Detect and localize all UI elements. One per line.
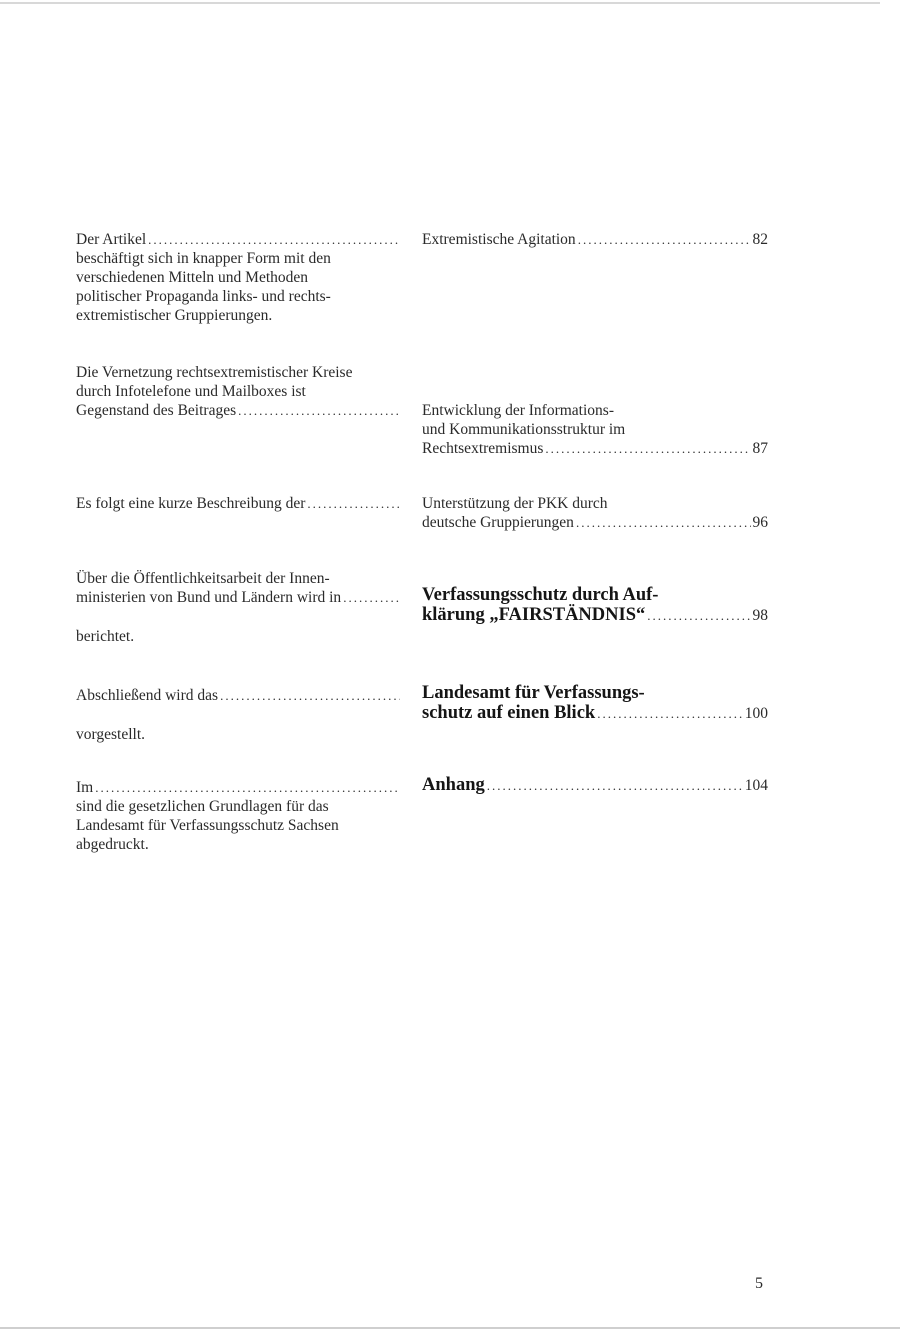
page-number: 100 bbox=[744, 705, 768, 722]
title-text[interactable]: Anhang bbox=[422, 775, 485, 795]
description-line: politischer Propaganda links- und rechts- bbox=[76, 288, 331, 305]
description-line: verschiedenen Mitteln und Methoden bbox=[76, 269, 309, 286]
entry-description bbox=[76, 494, 402, 513]
entry-title[interactable] bbox=[422, 585, 768, 627]
description-line: Landesamt für Verfassungsschutz Sachsen bbox=[76, 817, 339, 834]
description-line-with-leader bbox=[76, 588, 402, 607]
entry-description bbox=[76, 363, 402, 420]
dot-leader bbox=[647, 606, 750, 625]
title-line-with-page[interactable] bbox=[422, 513, 768, 532]
dot-leader bbox=[578, 230, 751, 249]
dot-leader bbox=[576, 513, 751, 532]
title-line[interactable]: und Kommunikationsstruktur im bbox=[422, 421, 626, 438]
page-folio-number: 5 bbox=[755, 1275, 763, 1292]
description-line: abgedruckt. bbox=[76, 836, 149, 853]
description-line: durch Infotelefone und Mailboxes ist bbox=[76, 383, 306, 400]
scan-edge-bottom bbox=[0, 1327, 900, 1329]
title-line[interactable]: Landesamt für Verfassungs- bbox=[422, 683, 645, 703]
dot-leader bbox=[487, 776, 743, 795]
entry-title[interactable] bbox=[422, 230, 768, 249]
title-text[interactable]: Extremistische Agitation bbox=[422, 231, 576, 248]
title-line-with-page[interactable] bbox=[422, 230, 768, 249]
dot-leader bbox=[597, 704, 743, 723]
description-text: Abschließend wird das bbox=[76, 687, 219, 704]
dot-leader bbox=[148, 230, 400, 249]
title-line-with-page[interactable] bbox=[422, 704, 768, 725]
description-line: Über die Öffentlichkeitsarbeit der Innen- bbox=[76, 570, 330, 587]
title-text[interactable]: Rechtsextremismus bbox=[422, 440, 544, 457]
dot-leader bbox=[343, 588, 400, 607]
entry-description bbox=[76, 683, 402, 744]
description-line-with-leader bbox=[76, 778, 402, 797]
description-text: Im bbox=[76, 779, 94, 796]
entry-title[interactable] bbox=[422, 776, 768, 797]
description-line: Die Vernetzung rechtsextremistischer Kreise bbox=[76, 364, 353, 381]
title-line-with-page[interactable] bbox=[422, 439, 768, 458]
description-line: extremistischer Gruppierungen. bbox=[76, 307, 273, 324]
description-line: vorgestellt. bbox=[76, 726, 146, 743]
description-line-with-leader bbox=[76, 401, 402, 420]
description-line-with-leader bbox=[76, 494, 402, 513]
title-line-with-page[interactable] bbox=[422, 776, 768, 797]
title-line[interactable]: Verfassungsschutz durch Auf- bbox=[422, 585, 659, 605]
dot-leader bbox=[307, 494, 400, 513]
description-line-with-leader bbox=[76, 230, 402, 249]
page-number: 104 bbox=[744, 777, 768, 794]
page-number: 82 bbox=[752, 231, 768, 248]
scan-edge-top bbox=[0, 2, 880, 4]
title-line[interactable]: Entwicklung der Informations- bbox=[422, 402, 614, 419]
entry-description bbox=[76, 569, 402, 646]
description-line: sind die gesetzlichen Grundlagen für das bbox=[76, 798, 329, 815]
title-text[interactable]: schutz auf einen Blick bbox=[422, 703, 596, 723]
title-line[interactable]: Unterstützung der PKK durch bbox=[422, 495, 608, 512]
dot-leader bbox=[220, 686, 400, 705]
title-line-with-page[interactable] bbox=[422, 606, 768, 627]
description-text: Gegenstand des Beitrages bbox=[76, 402, 237, 419]
entry-title[interactable] bbox=[422, 494, 768, 532]
description-text: Es folgt eine kurze Beschreibung der bbox=[76, 495, 306, 512]
description-line: berichtet. bbox=[76, 628, 135, 645]
entry-description bbox=[76, 230, 402, 325]
entry-title[interactable] bbox=[422, 683, 768, 725]
dot-leader bbox=[238, 401, 400, 420]
page-number: 87 bbox=[752, 440, 768, 457]
entry-description bbox=[76, 778, 402, 854]
description-text: ministerien von Bund und Ländern wird in bbox=[76, 589, 342, 606]
title-text[interactable]: klärung „FAIRSTÄNDNIS“ bbox=[422, 605, 646, 625]
description-line-with-leader bbox=[76, 686, 402, 705]
dot-leader bbox=[95, 778, 400, 797]
dot-leader bbox=[545, 439, 750, 458]
description-line: beschäftigt sich in knapper Form mit den bbox=[76, 250, 331, 267]
entry-title[interactable] bbox=[422, 401, 768, 458]
page-number: 96 bbox=[752, 514, 768, 531]
description-text: Der Artikel bbox=[76, 231, 147, 248]
page-number: 98 bbox=[752, 607, 768, 624]
title-text[interactable]: deutsche Gruppierungen bbox=[422, 514, 574, 531]
